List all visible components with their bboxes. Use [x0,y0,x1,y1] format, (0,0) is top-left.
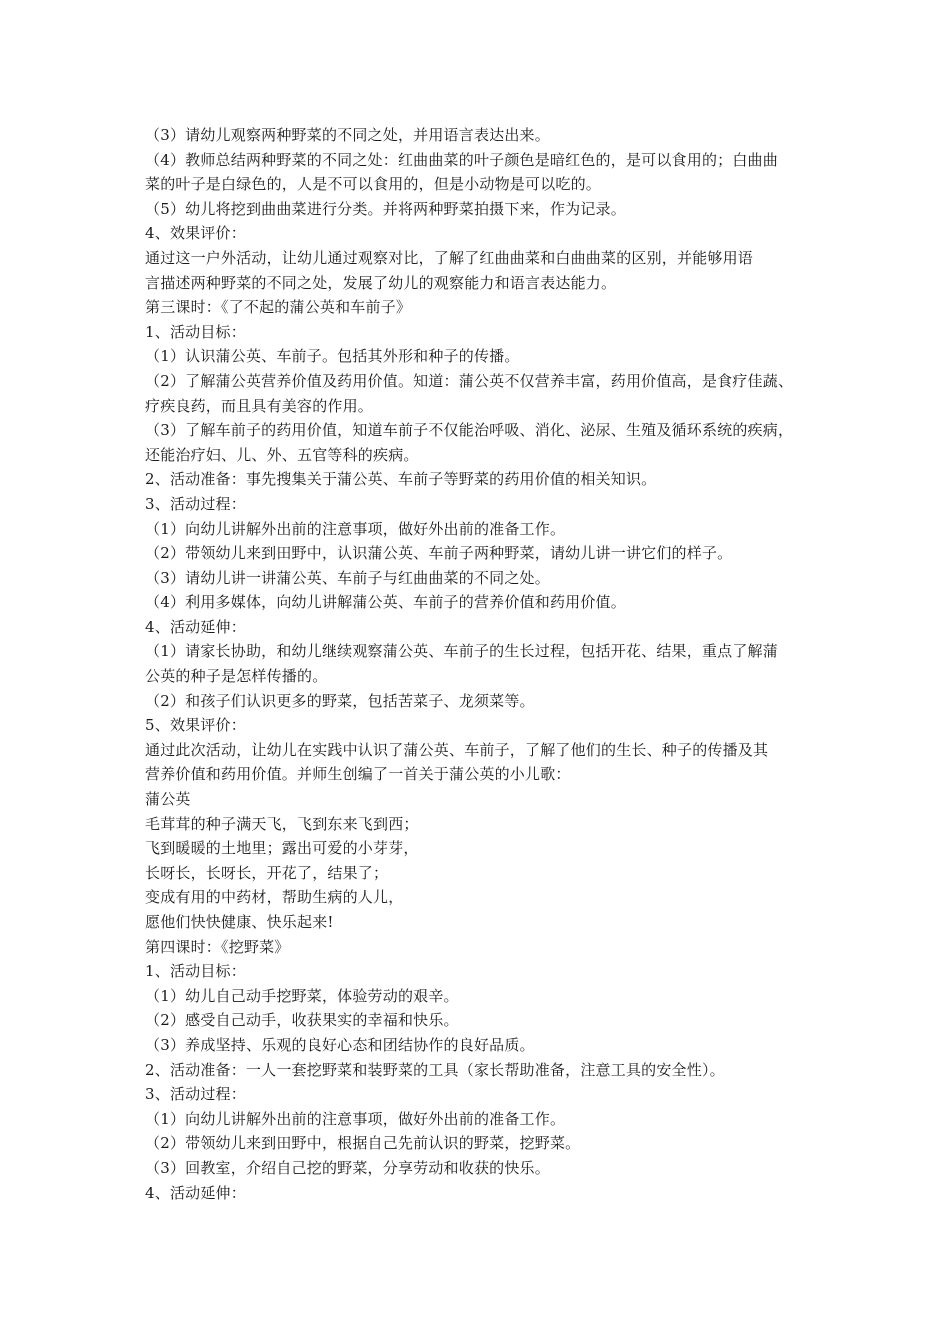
section-heading: 1、活动目标： [145,322,246,341]
text-line: （3）回教室，介绍自己挖的野菜，分享劳动和收获的快乐。 [145,1158,550,1177]
text-line: （3）养成坚持、乐观的良好心态和团结协作的良好品质。 [145,1035,535,1054]
text-line: （3）了解车前子的药用价值，知道车前子不仅能治呼吸、消化、泌尿、生殖及循环系统的疾病， [145,421,794,440]
section-heading: 3、活动过程： [145,494,246,513]
lesson-title: 第四课时：《挖野菜》 [145,937,290,956]
poem-line: 飞到暖暖的土地里；露出可爱的小芽芽， [145,839,419,858]
text-line: （3）请幼儿讲一讲蒲公英、车前子与红曲曲菜的不同之处。 [145,568,550,587]
text-line: （5）幼儿将挖到曲曲菜进行分类。并将两种野菜拍摄下来，作为记录。 [145,199,626,218]
lesson-title: 第三课时：《了不起的蒲公英和车前子》 [145,298,412,317]
poem-title: 蒲公英 [145,790,191,809]
poem-line: 愿他们快快健康、快乐起来! [145,913,334,931]
text-line: （2）感受自己动手，收获果实的幸福和快乐。 [145,1011,459,1030]
text-line: 营养价值和药用价值。并师生创编了一首关于蒲公英的小儿歌： [145,765,571,784]
text-line: 菜的叶子是白绿色的，人是不可以食用的，但是小动物是可以吃的。 [145,175,602,194]
text-line: （2）和孩子们认识更多的野菜，包括苦菜子、龙须菜等。 [145,691,535,710]
section-heading: 2、活动准备：一人一套挖野菜和装野菜的工具（家长帮助准备，注意工具的安全性）。 [145,1060,725,1079]
section-heading: 2、活动准备：事先搜集关于蒲公英、车前子等野菜的药用价值的相关知识。 [145,470,657,489]
text-line: 还能治疗妇、儿、外、五官等科的疾病。 [145,445,419,464]
document-page [145,123,815,1205]
text-line: （3）请幼儿观察两种野菜的不同之处，并用语言表达出来。 [145,126,550,144]
text-line: （2）了解蒲公英营养价值及药用价值。知道：蒲公英不仅营养丰富，药用价值高，是食疗佳蔬、 [145,371,794,390]
section-heading: 4、活动延伸： [145,1183,246,1202]
text-line: （1）幼儿自己动手挖野菜，体验劳动的艰辛。 [145,986,459,1005]
text-line: 公英的种子是怎样传播的。 [145,667,328,686]
text-line: （4）教师总结两种野菜的不同之处：红曲曲菜的叶子颜色是暗红色的，是可以食用的；白曲曲 [145,150,778,169]
section-heading: 3、活动过程： [145,1085,246,1104]
poem-line: 长呀长，长呀长，开花了，结果了； [145,863,389,882]
text-line: （1）向幼儿讲解外出前的注意事项，做好外出前的准备工作。 [145,1109,566,1128]
section-heading: 4、效果评价： [145,224,246,243]
text-line: 通过这一户外活动，让幼儿通过观察对比，了解了红曲曲菜和白曲曲菜的区别，并能够用语 [145,248,754,267]
section-heading: 5、效果评价： [145,716,246,735]
poem-line: 毛茸茸的种子满天飞，飞到东来飞到西； [145,814,419,833]
section-heading: 4、活动延伸： [145,617,246,636]
text-line: （1）认识蒲公英、车前子。包括其外形和种子的传播。 [145,347,520,366]
poem-line: 变成有用的中药材，帮助生病的人儿， [145,888,404,907]
text-line: （2）带领幼儿来到田野中，根据自己先前认识的野菜，挖野菜。 [145,1134,581,1153]
text-line: （1）向幼儿讲解外出前的注意事项，做好外出前的准备工作。 [145,519,566,538]
text-line: 言描述两种野菜的不同之处，发展了幼儿的观察能力和语言表达能力。 [145,273,617,292]
text-line: （2）带领幼儿来到田野中，认识蒲公英、车前子两种野菜，请幼儿讲一讲它们的样子。 [145,544,733,563]
text-line: （1）请家长协助，和幼儿继续观察蒲公英、车前子的生长过程，包括开花、结果，重点了解蒲 [145,642,778,661]
text-line: 通过此次活动，让幼儿在实践中认识了蒲公英、车前子，了解了他们的生长、种子的传播及其 [145,740,769,759]
text-line: （4）利用多媒体，向幼儿讲解蒲公英、车前子的营养价值和药用价值。 [145,593,626,612]
text-line: 疗疾良药，而且具有美容的作用。 [145,396,374,415]
section-heading: 1、活动目标： [145,962,246,981]
